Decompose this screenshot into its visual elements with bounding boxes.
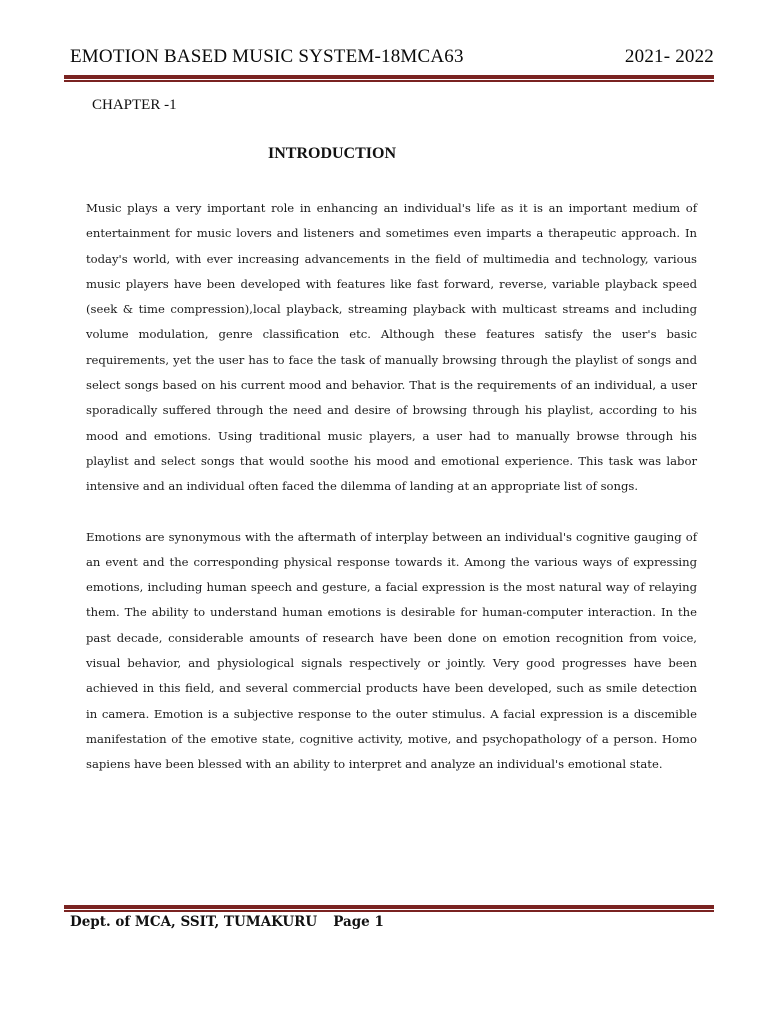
header-rule bbox=[64, 75, 714, 82]
footer-rule bbox=[64, 905, 714, 912]
footer-page-number: Page 1 bbox=[333, 914, 384, 930]
paragraph-2: Emotions are synonymous with the aftermath of interplay between an individual's cognitive gauging of an event and the corresponding physical response towards it. Among the various ways of expressing emotions, including human speech and gesture, a facial expression is the most natural way of relaying them. The ability to understand human emotions is desirable for human-computer interaction. In the past decade, considerable amounts of research have been done on emotion recognition from voice, visual behavior, and physiological signals respectively or jointly. Very good progresses have been achieved in this field, and several commercial products have been developed, such as smile detection in camera. Emotion is a subjective response to the outer stimulus. A facial expression is a discemible manifestation of the emotive state, cognitive activity, motive, and psychopathology of a person. Homo sapiens have been blessed with an ability to interpret and analyze an individual's emotional state. bbox=[86, 529, 697, 772]
paragraph-1: Music plays a very important role in enhancing an individual's life as it is an important medium of entertainment for music lovers and listeners and sometimes even imparts a therapeutic approach. In today's world, with ever increasing advancements in the field of multimedia and technology, various music players have been developed with features like fast forward, reverse, variable playback speed (seek & time compression),local playback, streaming playback with multicast streams and including volume modulation, genre classification etc. Although these features satisfy the user's basic requirements, yet the user has to face the task of manually browsing through the playlist of songs and select songs based on his current mood and behavior. That is the requirements of an individual, a user sporadically suffered through the need and desire of browsing through his playlist, according to his mood and emotions. Using traditional music players, a user had to manually browse through his playlist and select songs that would soothe his mood and emotional experience. This task was labor intensive and an individual often faced the dilemma of landing at an appropriate list of songs. bbox=[86, 201, 697, 494]
body-text bbox=[86, 196, 697, 803]
header-title: EMOTION BASED MUSIC SYSTEM-18MCA63 bbox=[70, 46, 464, 67]
chapter-label: CHAPTER -1 bbox=[92, 97, 177, 113]
header-year: 2021- 2022 bbox=[624, 46, 714, 67]
footer-dept: Dept. of MCA, SSIT, TUMAKURU bbox=[70, 914, 318, 930]
page-footer bbox=[70, 914, 384, 930]
section-title: INTRODUCTION bbox=[267, 145, 396, 162]
page-header bbox=[70, 46, 714, 74]
